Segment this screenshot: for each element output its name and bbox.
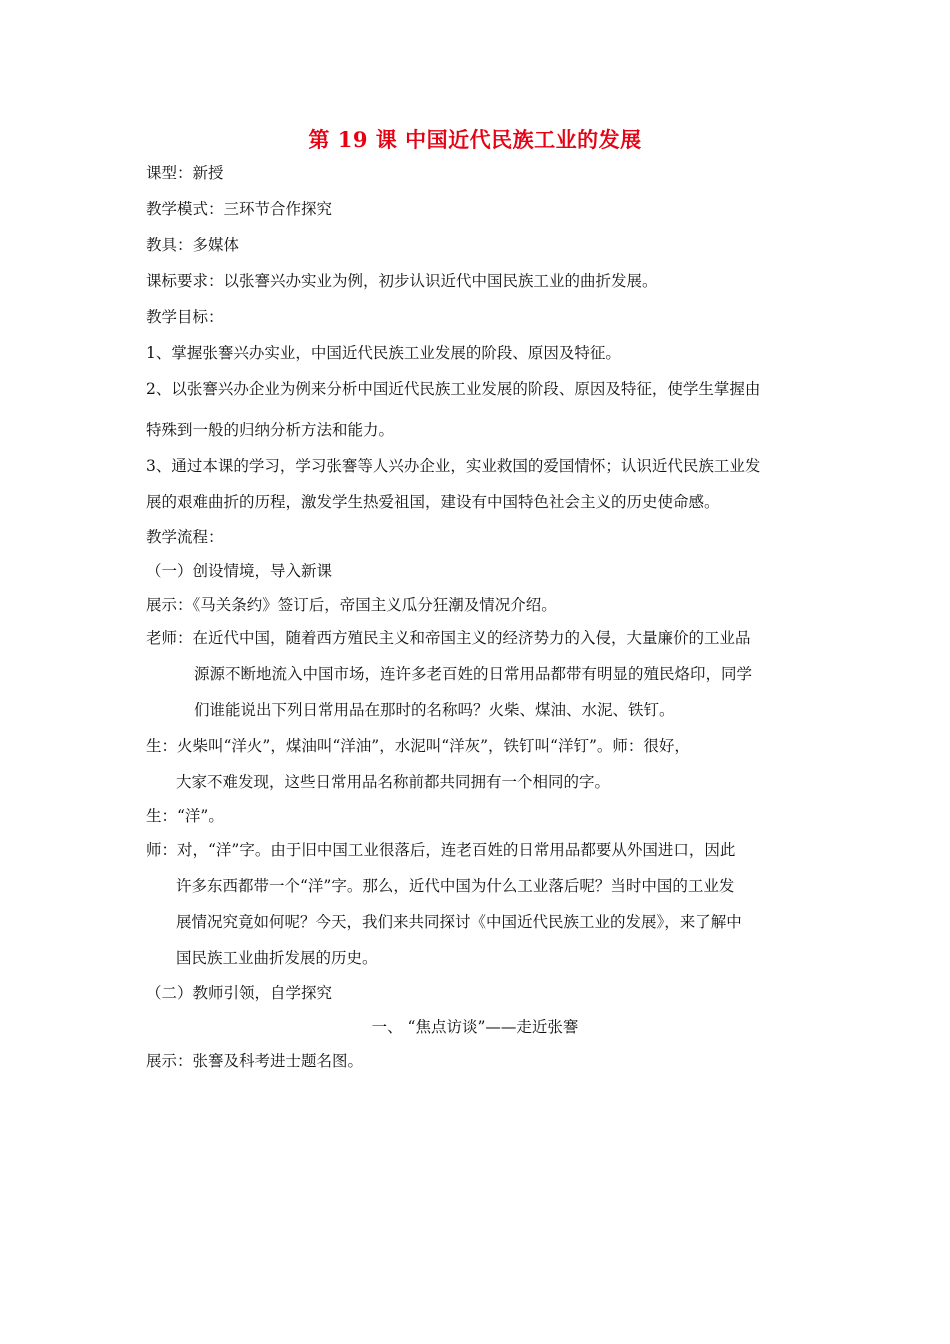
student-line-1: 生：火柴叫“洋火”，煤油叫“洋油”，水泥叫“洋灰”，铁钉叫“洋钉”。师：很好， (146, 737, 690, 755)
curriculum-requirement: 课标要求：以张謇兴办实业为例，初步认识近代中国民族工业的曲折发展。 (146, 272, 658, 290)
goal-3-line-2: 展的艰难曲折的历程，激发学生热爱祖国，建设有中国特色社会主义的历史使命感。 (146, 493, 720, 511)
teacher-line-2: 源源不断地流入中国市场，连许多老百姓的日常用品都带有明显的殖民烙印，同学 (194, 665, 753, 683)
goals-heading: 教学目标： (146, 308, 224, 326)
course-type: 课型：新授 (146, 164, 224, 182)
teacher-line-3: 们谁能说出下列日常用品在那时的名称吗？火柴、煤油、水泥、铁钉。 (194, 701, 675, 719)
goal-1: 1、掌握张謇兴办实业，中国近代民族工业发展的阶段、原因及特征。 (146, 344, 621, 362)
teacher-reply-2: 许多东西都带一个“洋”字。那么，近代中国为什么工业落后呢？当时中国的工业发 (176, 877, 735, 895)
teacher-reply-4: 国民族工业曲折发展的历史。 (176, 949, 378, 967)
process-heading: 教学流程： (146, 528, 224, 546)
goal-3-line-1: 3、通过本课的学习，学习张謇等人兴办企业，实业救国的爱国情怀；认识近代民族工业发 (146, 457, 761, 475)
goal-2-line-1: 2、以张謇兴办企业为例来分析中国近代民族工业发展的阶段、原因及特征，使学生掌握由 (146, 380, 761, 398)
teacher-line-1: 老师：在近代中国，随着西方殖民主义和帝国主义的经济势力的入侵，大量廉价的工业品 (146, 629, 751, 647)
display-1: 展示：《马关条约》签订后，帝国主义瓜分狂潮及情况介绍。 (146, 596, 557, 614)
subsection-heading: 一、 “焦点访谈”——走近张謇 (371, 1018, 579, 1036)
teaching-tools: 教具：多媒体 (146, 236, 240, 254)
student-line-2: 大家不难发现，这些日常用品名称前都共同拥有一个相同的字。 (176, 773, 611, 791)
teacher-reply-3: 展情况究竟如何呢？今天，我们来共同探讨《中国近代民族工业的发展》，来了解中 (176, 913, 742, 931)
student-answer: 生：“洋”。 (146, 807, 224, 825)
goal-2-line-2: 特殊到一般的归纳分析方法和能力。 (146, 421, 395, 439)
section-1-heading: （一）创设情境，导入新课 (146, 562, 333, 580)
section-2-heading: （二）教师引领，自学探究 (146, 984, 333, 1002)
teaching-mode: 教学模式：三环节合作探究 (146, 200, 333, 218)
teacher-reply-1: 师：对，“洋”字。由于旧中国工业很落后，连老百姓的日常用品都要从外国进口，因此 (146, 841, 736, 859)
display-2: 展示：张謇及科考进士题名图。 (146, 1052, 364, 1070)
lesson-title: 第 19 课 中国近代民族工业的发展 (308, 127, 642, 152)
